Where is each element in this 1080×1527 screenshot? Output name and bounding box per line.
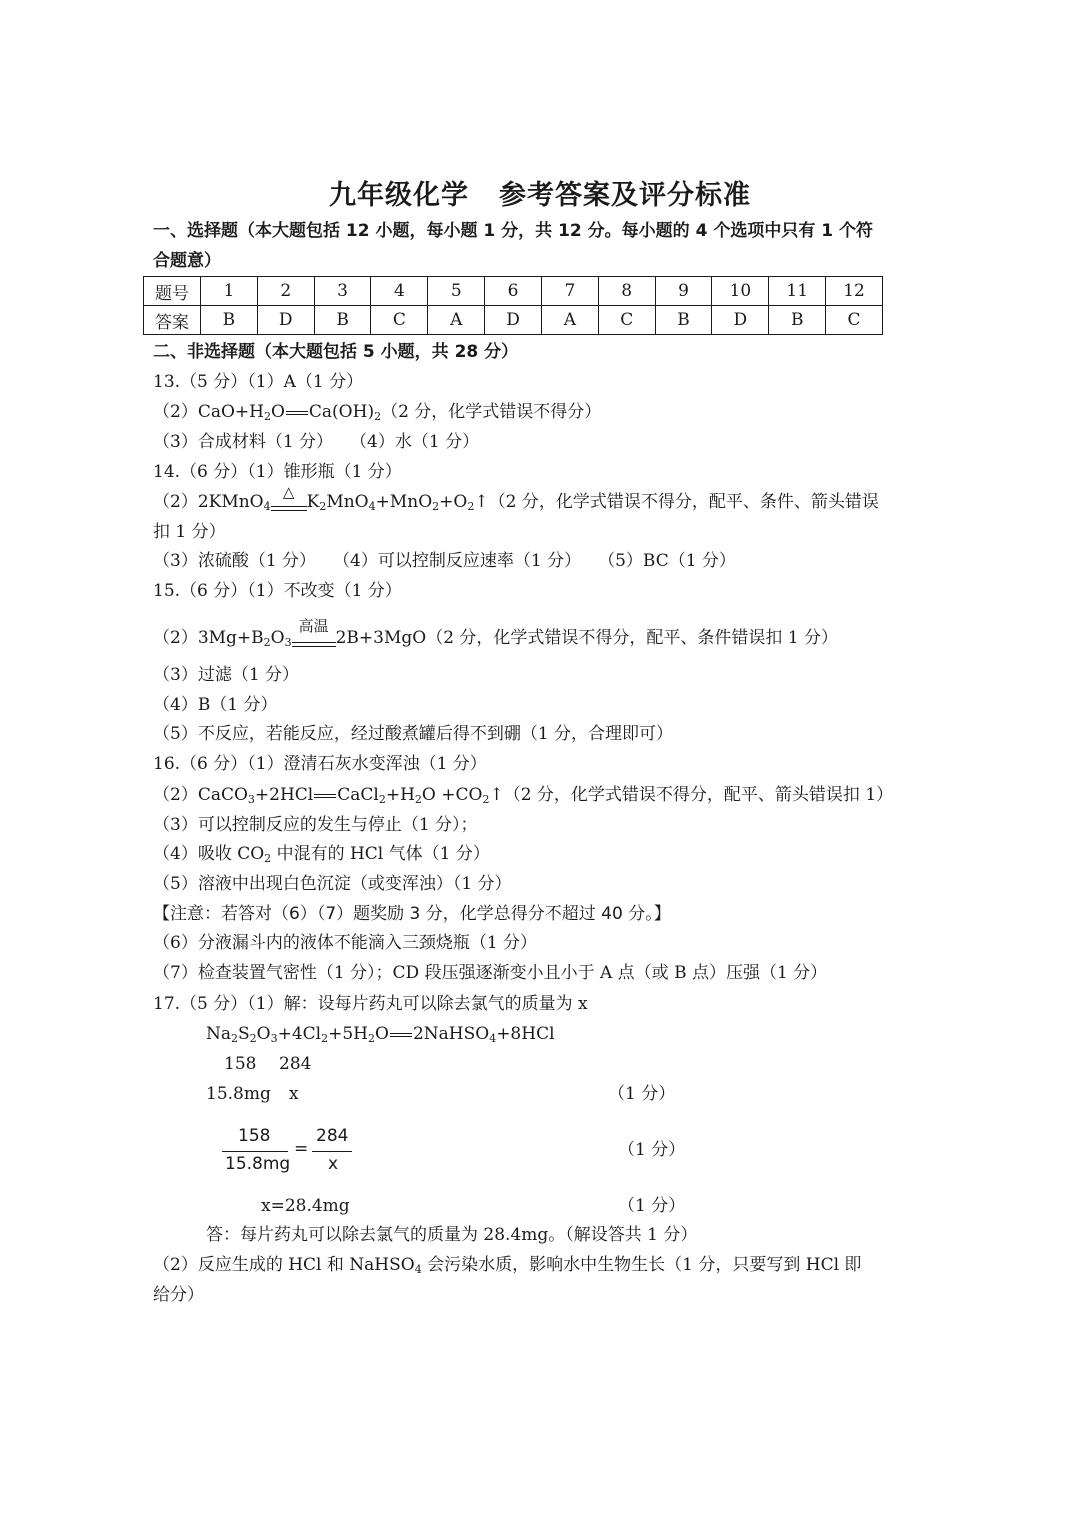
- table-cell: D: [712, 306, 769, 335]
- q14-line1: 14.（6 分）（1）锥形瓶（1 分）: [153, 462, 402, 482]
- table-cell: 3: [314, 277, 371, 306]
- table-cell: 11: [769, 277, 826, 306]
- q17-equation: $Na_2S_2O_3+4Cl_2+5H_2O$ 2NaHSO$_4$+8HCl: [206, 1024, 555, 1045]
- bonus-note: 【注意：若答对（6）（7）题奖励 3 分，化学总得分不超过 40 分。】: [153, 904, 671, 924]
- q15-line4: （4）B（1 分）: [153, 695, 278, 715]
- score-point-2: （1 分）: [618, 1140, 686, 1160]
- q17-line2: （2）反应生成的 HCl 和 NaHSO$_4$ 会污染水质，影响水中生物生长（1 分，只要写到 HCl 即: [153, 1255, 862, 1276]
- table-cell: A: [541, 306, 598, 335]
- page-title: [0, 178, 1080, 214]
- relative-mass-1: 158: [224, 1054, 257, 1074]
- q16-line6: （6）分液漏斗内的液体不能滴入三颈烧瓶（1 分）: [153, 933, 538, 953]
- q16-line1: 16.（6 分）（1）澄清石灰水变浑浊（1 分）: [153, 754, 487, 774]
- table-cell: 12: [826, 277, 883, 306]
- final-answer: 答：每片药丸可以除去氯气的质量为 28.4mg。（解设答共 1 分）: [206, 1225, 698, 1245]
- q15-line1: 15.（6 分）（1）不改变（1 分）: [153, 581, 402, 601]
- q13-line3: （3）合成材料（1 分） （4）水（1 分）: [153, 432, 480, 452]
- fraction-numerator-2: 284: [316, 1126, 349, 1146]
- table-cell: C: [598, 306, 655, 335]
- table-cell: C: [826, 306, 883, 335]
- answer-table: [143, 276, 883, 335]
- table-cell: D: [257, 306, 314, 335]
- score-point-3: （1 分）: [618, 1196, 686, 1216]
- fraction-denominator-2: x: [328, 1154, 339, 1174]
- q15-line2: $(2)3Mg+B_2O_3$ 高温 2B+3MgO（2 分，化学式错误不得分，配平、条件错误扣 1 分）: [153, 617, 839, 649]
- table-cell: B: [769, 306, 826, 335]
- fraction-numerator-1: 158: [238, 1126, 271, 1146]
- table-cell: 4: [371, 277, 428, 306]
- section1-heading: 一、选择题（本大题包括 12 小题，每小题 1 分，共 12 分。每小题的 4 个选项中只有 1 个符: [153, 221, 873, 241]
- q16-line2: （2）CaCO$_3$+2HCl $CaCl_2+H_2O$ $+CO_2↑(2$ 分，化学式错误不得分，配平、箭头错误扣 1）: [153, 785, 894, 806]
- given-mass: 15.8mg: [206, 1084, 271, 1104]
- table-cell: D: [485, 306, 542, 335]
- q13-line1: 13.（5 分）（1）A（1 分）: [153, 372, 364, 392]
- q14-line2: （2）2KMnO$_4$ △ $K_2MnO_4+MnO_2+O_2↑(2$ 分，化学式错误不得分，配平、条件、箭头错误: [153, 483, 879, 513]
- score-point-1: （1 分）: [608, 1084, 676, 1104]
- table-row-answers: [144, 306, 883, 335]
- relative-mass-2: 284: [279, 1054, 312, 1074]
- table-cell: 1: [201, 277, 258, 306]
- fraction-denominator-1: 15.8mg: [225, 1154, 291, 1174]
- q13-line2: $(2)CaO+H_2O$ $Ca(OH)_2(2$ 分，化学式错误不得分）: [153, 402, 602, 423]
- table-cell: 9: [655, 277, 712, 306]
- table-cell: B: [655, 306, 712, 335]
- q16-line5: （5）溶液中出现白色沉淀（或变浑浊）（1 分）: [153, 874, 512, 894]
- table-row-numbers: [144, 277, 883, 306]
- table-cell: 6: [485, 277, 542, 306]
- title-subject: 九年级化学: [329, 180, 469, 211]
- q14-line3: 扣 1 分）: [153, 522, 226, 542]
- equals-sign: =: [294, 1139, 309, 1159]
- row-label-answer: 答案: [144, 306, 201, 335]
- q16-line3: （3）可以控制反应的发生与停止（1 分）；: [153, 815, 478, 835]
- table-cell: 8: [598, 277, 655, 306]
- q17-line3: 给分）: [153, 1285, 204, 1305]
- q14-line4: （3）浓硫酸（1 分） （4）可以控制反应速率（1 分） （5）BC（1 分）: [153, 551, 736, 571]
- table-cell: C: [371, 306, 428, 335]
- high-temperature-condition: 高温: [292, 626, 336, 650]
- table-cell: 2: [257, 277, 314, 306]
- row-label-number: 题号: [144, 277, 201, 306]
- q15-line5: （5）不反应，若能反应，经过酸煮罐后得不到硼（1 分，合理即可）: [153, 724, 674, 744]
- section2-heading: 二、非选择题（本大题包括 5 小题，共 28 分）: [153, 342, 519, 362]
- q16-line4: （4）吸收 $CO_2$ 中混有的 HCl 气体（1 分）: [153, 844, 490, 865]
- table-cell: 10: [712, 277, 769, 306]
- table-cell: 7: [541, 277, 598, 306]
- result-value: x=28.4mg: [261, 1196, 350, 1216]
- table-cell: B: [314, 306, 371, 335]
- q16-line7: （7）检查装置气密性（1 分）；CD 段压强逐渐变小且小于 A 点（或 B 点）压强（1 分）: [153, 963, 828, 983]
- title-heading: 参考答案及评分标准: [499, 180, 751, 211]
- section1-heading-cont: 合题意）: [153, 251, 221, 271]
- q15-line3: （3）过滤（1 分）: [153, 665, 300, 685]
- q17-line1: 17.（5 分）（1）解：设每片药丸可以除去氯气的质量为 x: [153, 994, 588, 1014]
- unknown-x: x: [289, 1084, 299, 1104]
- table-cell: 5: [428, 277, 485, 306]
- table-cell: A: [428, 306, 485, 335]
- heating-condition: △: [271, 490, 307, 514]
- table-cell: B: [201, 306, 258, 335]
- proportion-equation: [222, 1126, 352, 1180]
